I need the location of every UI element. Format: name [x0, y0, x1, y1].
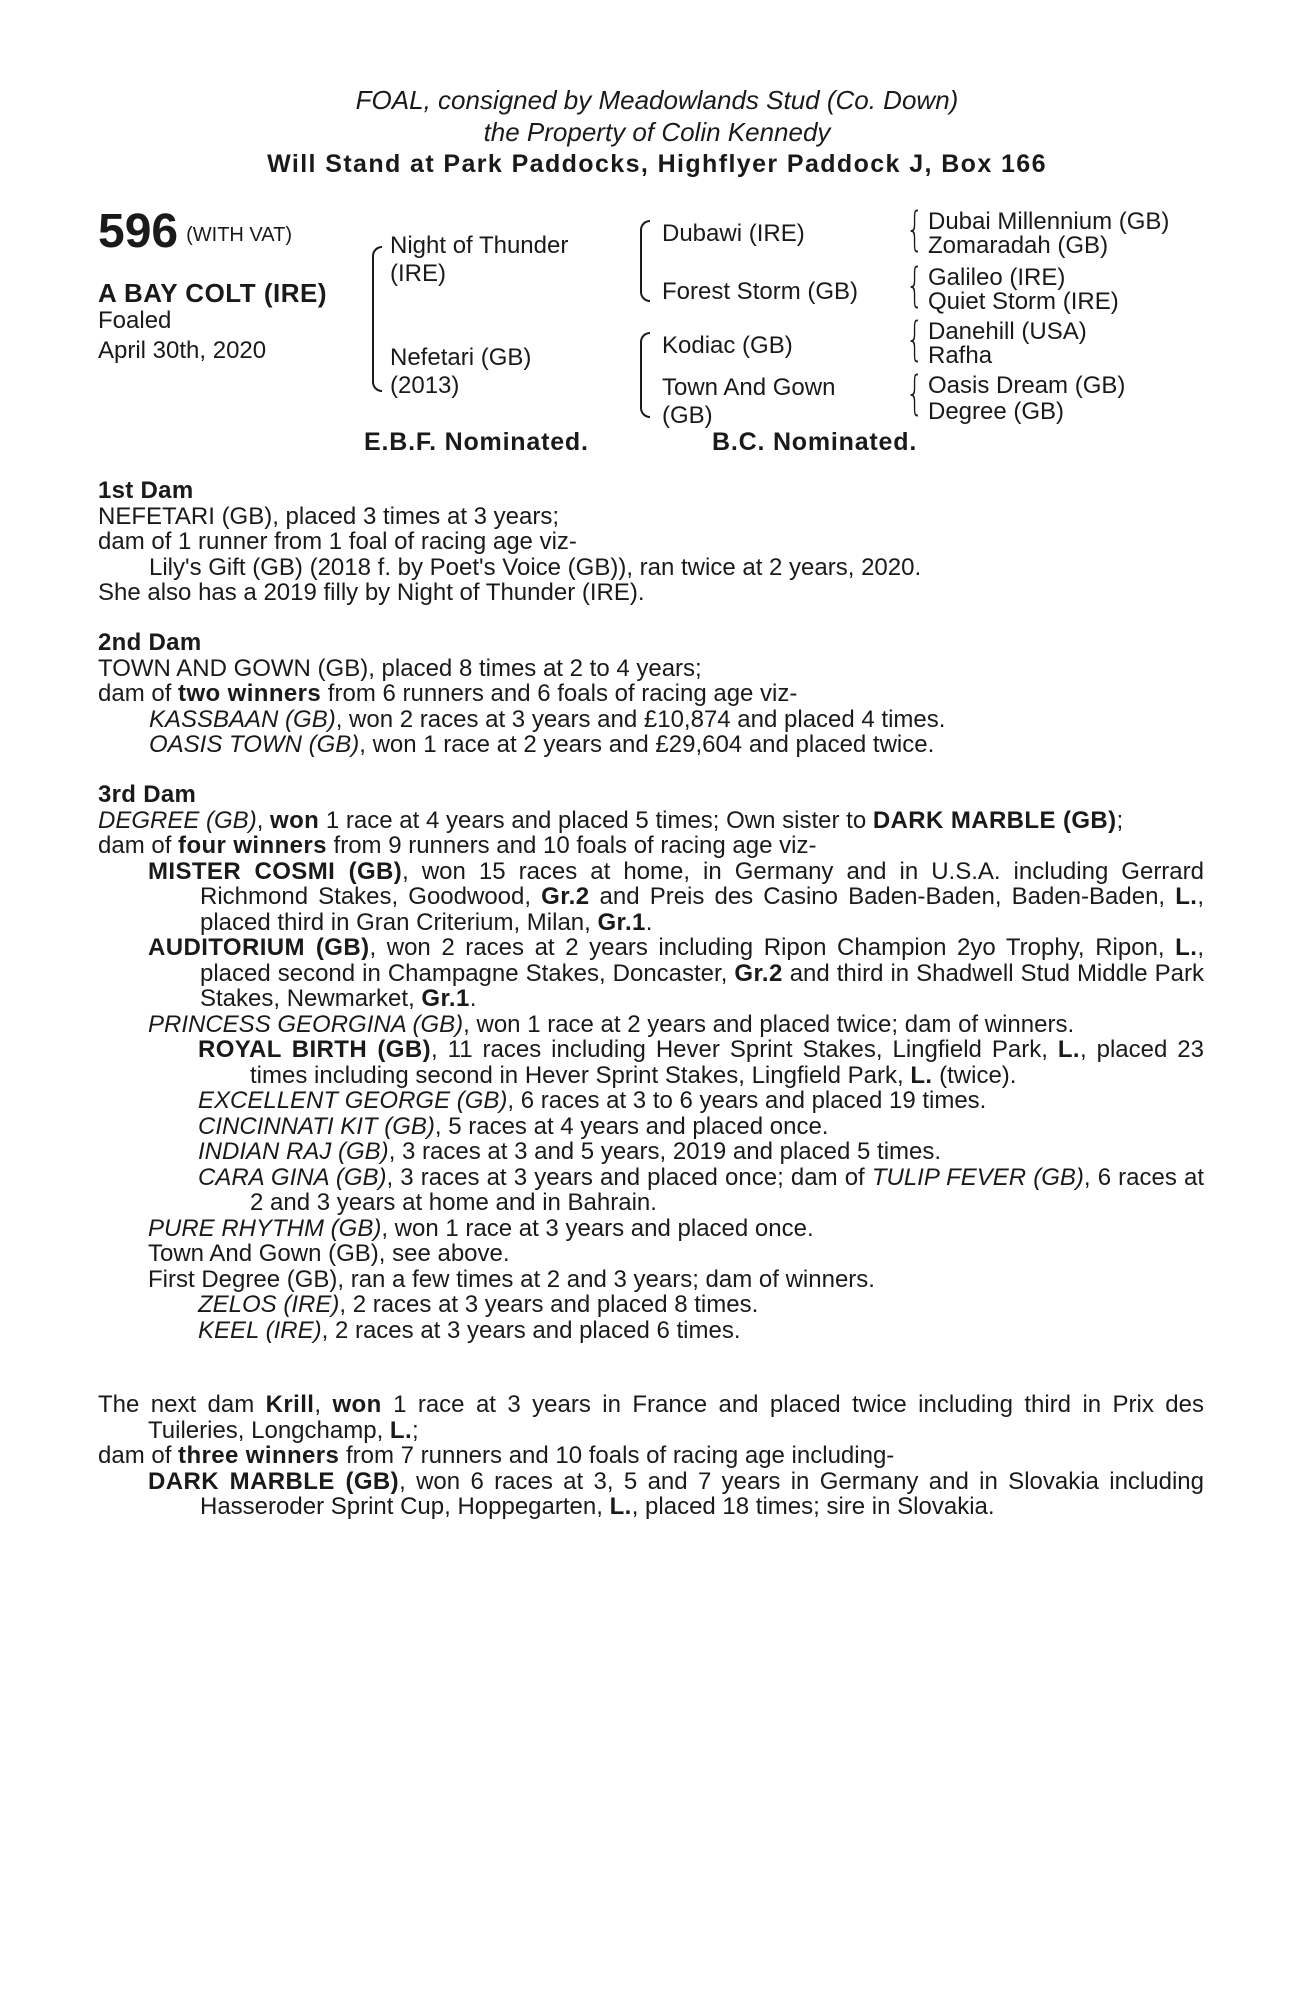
- stand-location-line: Will Stand at Park Paddocks, Highflyer Paddock J, Box 166: [267, 150, 1047, 178]
- runner-royal-birth: ROYAL BIRTH (GB), 11 races including Hever Sprint Stakes, Lingfield Park, L., placed 23 times including second in Hever Sprint Stakes, Lingfield Park, L. (twice).: [198, 1036, 1204, 1089]
- dam-dam-country: (GB): [662, 402, 713, 429]
- runner-excellent-george: EXCELLENT GEORGE (GB), 6 races at 3 to 6 years and placed 19 times.: [198, 1087, 987, 1114]
- second-dam-heading: 2nd Dam: [98, 629, 202, 656]
- first-dam-line: NEFETARI (GB), placed 3 times at 3 years;: [98, 502, 560, 530]
- dam: [390, 344, 531, 400]
- property-line: the Property of Colin Kennedy: [483, 117, 831, 147]
- pedigree-bracket-top: [372, 246, 382, 324]
- dam-line-bracket-top: [640, 332, 650, 378]
- runner-princess-georgina: PRINCESS GEORGINA (GB), won 1 race at 2 years and placed twice; dam of winners.: [148, 1010, 1075, 1038]
- sire-dam: Forest Storm (GB): [662, 278, 859, 305]
- third-dam-line: DEGREE (GB), won 1 race at 4 years and placed 5 times; Own sister to DARK MARBLE (GB);: [98, 806, 1124, 834]
- lot-number-block: [98, 206, 292, 258]
- second-dam-runner: OASIS TOWN (GB), won 1 race at 2 years and £29,604 and placed twice.: [149, 731, 935, 758]
- g3-brace-2: {: [906, 258, 924, 312]
- consignor-line: FOAL, consigned by Meadowlands Stud (Co. Down): [355, 85, 959, 115]
- runner-pure-rhythm: PURE RHYTHM (GB), won 1 race at 3 years and placed once.: [148, 1214, 814, 1242]
- g3-brace-4: {: [906, 366, 924, 420]
- bc-nominated: B.C. Nominated.: [712, 428, 918, 456]
- dam-dam: [662, 374, 835, 430]
- runner-dark-marble: DARK MARBLE (GB), won 6 races at 3, 5 and 7 years in Germany and in Slovakia including Hasseroder Sprint Cup, Hoppegarten, L., placed 18 times; sire in Slovakia.: [148, 1467, 1204, 1520]
- dam-sire-sire: Danehill (USA): [928, 318, 1087, 345]
- dam-line-bracket-bottom: [640, 376, 650, 418]
- first-dam-foal: Lily's Gift (GB) (2018 f. by Poet's Voice (GB)), ran twice at 2 years, 2020.: [149, 553, 922, 581]
- sire-dam-sire: Galileo (IRE): [928, 264, 1066, 291]
- sire-country: (IRE): [390, 260, 446, 287]
- pedigree-bracket-bottom: [372, 322, 382, 392]
- runner-cara-gina: CARA GINA (GB), 3 races at 3 years and placed once; dam of TULIP FEVER (GB), 6 races at 2 and 3 years at home and in Bahrain.: [198, 1163, 1205, 1216]
- third-dam-section: [98, 782, 1204, 1343]
- runner-zelos: ZELOS (IRE), 2 races at 3 years and placed 8 times.: [198, 1291, 759, 1318]
- dam-dam-name: Town And Gown: [662, 374, 836, 401]
- first-dam-produce-line: dam of 1 runner from 1 foal of racing age viz-: [98, 528, 577, 555]
- first-dam-note: She also has a 2019 filly by Night of Thunder (IRE).: [98, 579, 645, 606]
- runner-auditorium: AUDITORIUM (GB), won 2 races at 2 years including Ripon Champion 2yo Trophy, Ripon, L., placed second in Champagne Stakes, Doncaster, Gr.2 and third in Shadwell Stud Middle Park Stakes, Newmarket, Gr.1.: [148, 934, 1204, 1012]
- first-dam-heading: 1st Dam: [98, 477, 194, 504]
- third-dam-produce-line: dam of four winners from 9 runners and 10 foals of racing age viz-: [98, 832, 817, 859]
- dam-dam-dam: Degree (GB): [928, 398, 1065, 425]
- ebf-nominated: E.B.F. Nominated.: [364, 428, 589, 456]
- sire-sire: Dubawi (IRE): [662, 220, 805, 247]
- dam-sire: Kodiac (GB): [662, 332, 793, 359]
- dam-sire-dam: Rafha: [928, 342, 993, 369]
- sire-name: Night of Thunder: [390, 232, 569, 259]
- second-dam-produce-line: dam of two winners from 6 runners and 6 foals of racing age viz-: [98, 680, 798, 707]
- second-dam-runner: KASSBAAN (GB), won 2 races at 3 years and £10,874 and placed 4 times.: [149, 705, 946, 733]
- next-dam-produce-line: dam of three winners from 7 runners and 10 foals of racing age including-: [98, 1442, 895, 1469]
- runner-town-and-gown: Town And Gown (GB), see above.: [148, 1240, 510, 1267]
- sire-line-bracket-bottom: [640, 256, 650, 302]
- runner-mister-cosmi: MISTER COSMI (GB), won 15 races at home, in Germany and in U.S.A. including Gerrard Richmond Stakes, Goodwood, Gr.2 and Preis des Casino Baden-Baden, Baden-Baden, L., placed third in Gran Criterium, Milan, Gr.1.: [148, 857, 1204, 936]
- third-dam-heading: 3rd Dam: [98, 781, 197, 808]
- next-dam-line: The next dam Krill, won 1 race at 3 years in France and placed twice including third in Prix des Tuileries, Longchamp, L.;: [98, 1391, 1204, 1444]
- foaled-info: [98, 306, 266, 366]
- sire-dam-dam: Quiet Storm (IRE): [928, 288, 1119, 315]
- next-dam-section: [98, 1392, 1204, 1520]
- lot-title: A BAY COLT (IRE): [98, 278, 328, 308]
- g3-brace-3: {: [906, 312, 924, 366]
- sire-line-bracket-top: [640, 220, 650, 258]
- second-dam-line: TOWN AND GOWN (GB), placed 8 times at 2 to 4 years;: [98, 654, 702, 682]
- sire-sire-dam: Zomaradah (GB): [928, 232, 1109, 259]
- runner-cincinnati-kit: CINCINNATI KIT (GB), 5 races at 4 years and placed once.: [198, 1112, 829, 1140]
- runner-indian-raj: INDIAN RAJ (GB), 3 races at 3 and 5 years, 2019 and placed 5 times.: [198, 1138, 942, 1165]
- vat-label: (WITH VAT): [186, 224, 292, 246]
- dam-year: (2013): [390, 372, 460, 399]
- runner-first-degree: First Degree (GB), ran a few times at 2 and 3 years; dam of winners.: [148, 1265, 875, 1293]
- dam-dam-sire: Oasis Dream (GB): [928, 372, 1126, 399]
- foaled-label: Foaled: [98, 307, 172, 334]
- first-dam-section: [98, 478, 1204, 606]
- sire-sire-sire: Dubai Millennium (GB): [928, 208, 1170, 235]
- foal-date: April 30th, 2020: [98, 337, 267, 364]
- second-dam-section: [98, 630, 1204, 758]
- g3-brace-1: {: [906, 202, 924, 256]
- runner-keel: KEEL (IRE), 2 races at 3 years and placed 6 times.: [198, 1316, 741, 1344]
- dam-name: Nefetari (GB): [390, 344, 532, 371]
- sire: [390, 232, 568, 288]
- lot-number: 596: [98, 205, 179, 258]
